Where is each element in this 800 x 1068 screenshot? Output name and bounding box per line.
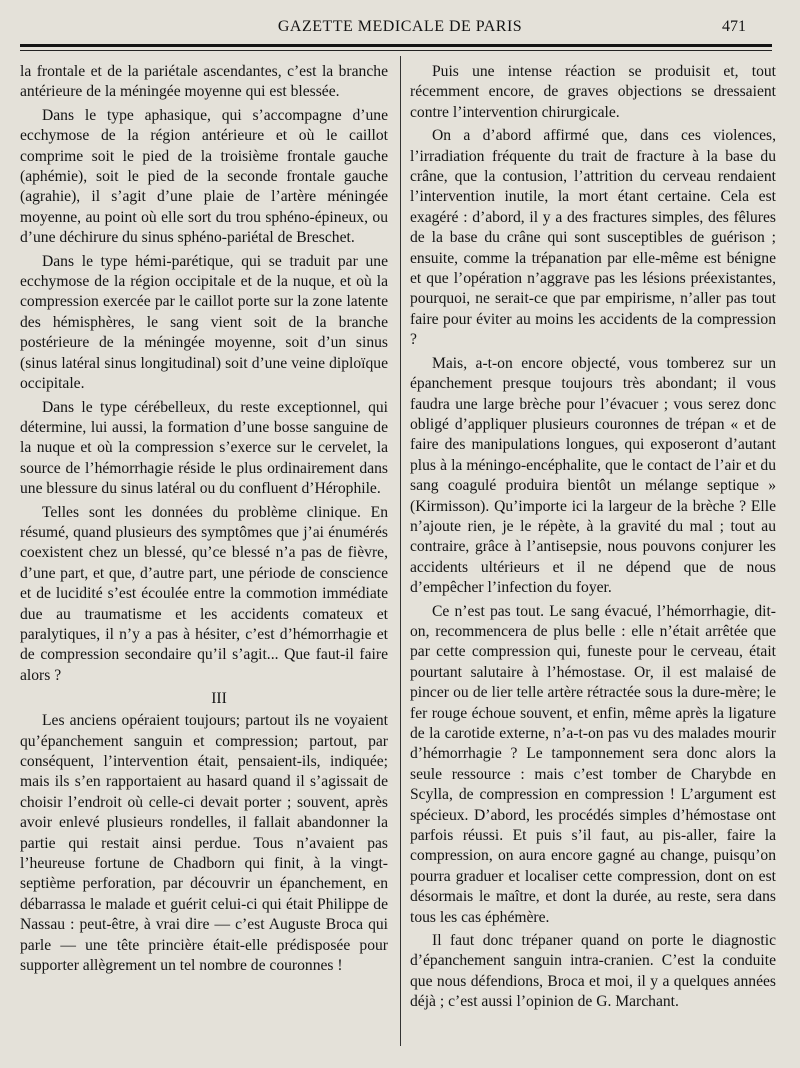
paragraph: Dans le type hémi-parétique, qui se traduit par une ecchymose de la région occipitale et de la nuque, et où la compression exercée par le caillot porte sur la zone latente des hémisphères, le sang vient soit de la branche postérieure de la méningée moyenne, soit d’un sinus (sinus latéral sinus longitudinal) soit d’une veine diploïque occipitale. [20,252,388,393]
paragraph: Mais, a-t-on encore objecté, vous tomberez sur un épanchement presque toujours très abondant; il vous faudra une large brèche pour l’évacuer ; vous serez donc obligé d’appliquer plusieurs couronnes de trépan « et de faire des manipulations longues, qui exposeront d’autant plus à la méningo-encéphalite, que le contact de l’air et du sang coagulé produira bientôt un mélange septique » (Kirmisson). Qu’importe ici la largeur de la brèche ? Elle n’ajoute rien, je le répète, à la gravité du mal ; tout au contraire, grâce à l’antisepsie, nous pouvons conjurer les accidents ultérieurs et il ne dépend que de nous d’empêcher l’infection du foyer. [410,354,776,597]
paragraph: Ce n’est pas tout. Le sang évacué, l’hémorrhagie, dit-on, recommencera de plus belle : elle n’était arrêtée que par cette compression qui, funeste pour le cerveau, était pourtant salutaire à l’hémostase. Or, il est malaisé de pincer ou de lier telle artère rétractée sous la dure-mère; le fer rouge échoue souvent, et enfin, même après la ligature de la carotide externe, n’a-t-on pas vu des malades mourir d’hémorrhagie ? Le tamponnement sera donc alors la seule ressource : mais c’est tomber de Charybde en Scylla, de compression en compression ! L’argument est spécieux. D’abord, les procédés simples d’hémostase ont parfois réussi. Et puis s’il faut, au pis-aller, faire la compression, on aura encore gagné au change, puisqu’on pourra graduer et localiser cette compression, dont on est désormais le maître, et dont la durée, au reste, sera dans tous les cas éphémère. [410,602,776,926]
right-column [410,62,776,1016]
journal-title: GAZETTE MEDICALE DE PARIS [277,18,523,35]
paragraph: Dans le type cérébelleux, du reste exceptionnel, qui détermine, lui aussi, la formation d’une bosse sanguine de la nuque et où la compression s’exerce sur le cervelet, la source de l’hémorrhagie réside le plus ordinairement dans une blessure du sinus latéral ou du confluent d’Hérophile. [20,398,388,498]
running-head [20,14,780,40]
section-heading: III [211,690,227,708]
paragraph: On a d’abord affirmé que, dans ces violences, l’irradiation fréquente du trait de fracture à la base du crâne, que la contusion, l’attrition du cerveau rendaient l’intervention inutile, la mort étant certaine. Cela est exagéré : d’abord, il y a des fractures simples, des fêlures de la base du crâne qui sont susceptibles de guérison ; ensuite, comme la trépanation par elle-même est bénigne et que l’opération n’aggrave pas les lésions préexistantes, pourquoi, ne serait-ce que par empirisme, n’aller pas tout faire pour éviter au moins les accidents de la compression ? [410,127,776,349]
header-rule-thin [20,50,772,51]
page-number: 471 [722,18,746,35]
header-rule-thick [20,44,772,47]
paragraph: Il faut donc trépaner quand on porte le diagnostic d’épanchement sanguin intra-cranien. C’est la conduite que nous défendions, Broca et moi, il y a quelques années déjà ; c’est aussi l’opinion de G. Marchant. [410,932,776,1011]
left-column [20,62,388,979]
paragraph: Telles sont les données du problème clinique. En résumé, quand plusieurs des symptômes que j’ai énumérés coexistent chez un blessé, qu’ce blessé n’a pas de fièvre, d’une part, et que, d’autre part, une période de conscience et de lucidité s’est écoulée entre la commotion immédiate due au traumatisme et les accidents comateux et paralytiques, il n’y a pas à hésiter, c’est d’hémorrhagie et de compression secondaire qu’il s’agit... Que faut-il faire alors ? [20,503,388,684]
paragraph: la frontale et de la pariétale ascendantes, c’est la branche antérieure de la méningée moyenne qui est blessée. [20,63,388,101]
paragraph: Dans le type aphasique, qui s’accompagne d’une ecchymose de la région antérieure et où le caillot comprime soit le pied de la troisième frontale gauche (aphémie), soit le pied de la seconde frontale gauche (agrahie), il s’agit d’une plaie de l’artère méningée moyenne, au point où elle sort du trou sphéno-épineux, ou d’une déchirure du sinus sphéno-pariétal de Breschet. [20,106,388,247]
column-divider [400,56,401,1046]
paragraph: Puis une intense réaction se produisit et, tout récemment encore, de graves objections se dressaient contre l’intervention chirurgicale. [410,63,776,121]
paragraph: Les anciens opéraient toujours; partout ils ne voyaient qu’épanchement sanguin et compression; partout, par conséquent, l’intervention était, pensaient-ils, indiquée; mais ils s’en rapportaient au hasard quand il s’agissait de choisir l’endroit où celle-ci devait porter ; souvent, après avoir enlevé plusieurs rondelles, il fallait abandonner la partie qui restait ainsi perdue. Tous n’avaient pas l’heureuse fortune de Chadborn qui finit, à la vingt-septième perforation, par découvrir un épanchement, en débarrassa le malade et guérit celui-ci qui était Philippe de Nassau : peut-être, à vrai dire — c’est Auguste Broca qui parle — une tête princière était-elle prédisposée pour supporter allègrement un tel nombre de couronnes ! [20,712,388,975]
